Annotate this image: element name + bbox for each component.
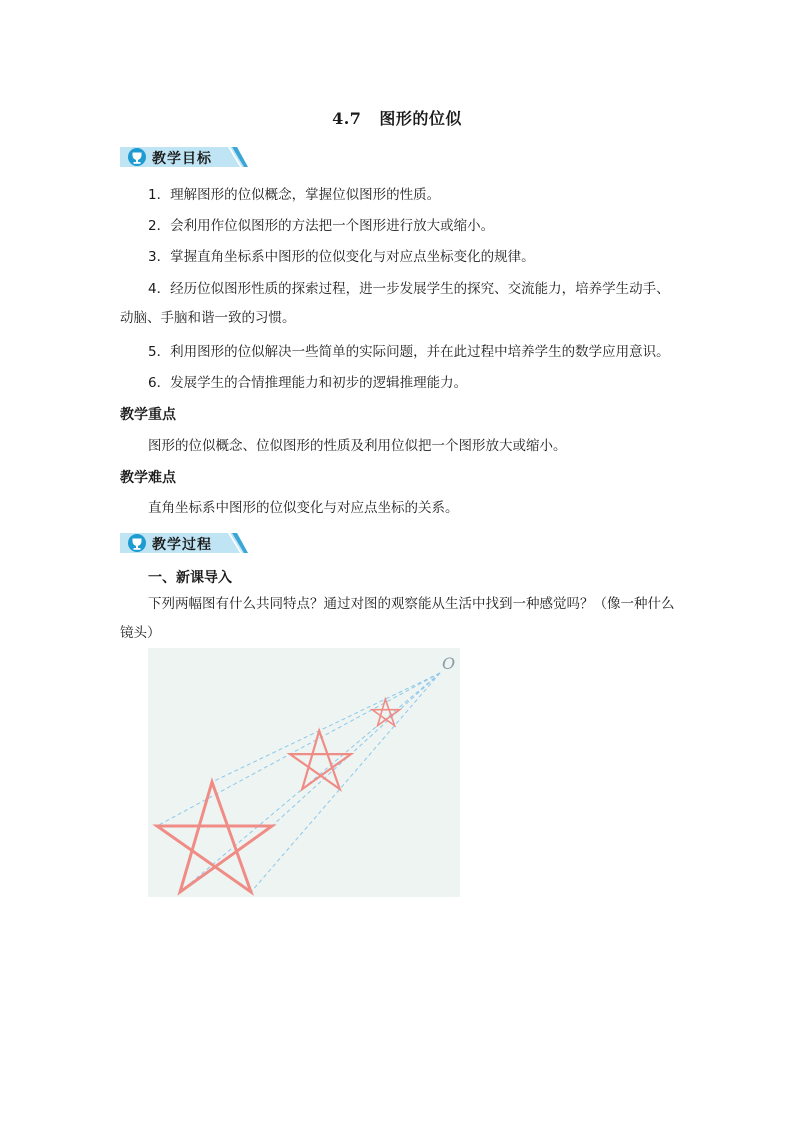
section-title: 图形的位似 (379, 109, 462, 128)
page-title (0, 106, 794, 129)
process-banner (120, 530, 248, 556)
homothety-figure (148, 648, 460, 897)
objective-item: 6．发展学生的合情推理能力和初步的逻辑推理能力。 (148, 375, 468, 391)
trophy-icon (128, 148, 146, 166)
banner-label: 教学过程 (152, 537, 212, 553)
homothety-figure-svg (148, 648, 460, 897)
objective-item: 5．利用图形的位似解决一些简单的实际问题，并在此过程中培养学生的数学应用意识。 (148, 344, 670, 360)
key-points-text: 图形的位似概念、位似图形的性质及利用位似把一个图形放大或缩小。 (148, 438, 567, 454)
section-number: 4.7 (332, 109, 362, 128)
key-points-heading: 教学重点 (120, 407, 176, 423)
intro-heading: 一、新课导入 (148, 570, 232, 586)
objective-item: 3．掌握直角坐标系中图形的位似变化与对应点坐标变化的规律。 (148, 249, 535, 265)
trophy-icon (128, 534, 146, 552)
objective-item: 4．经历位似图形性质的探索过程，进一步发展学生的探究、交流能力，培养学生动手、动脑、手脑和谐一致的习惯。 (120, 281, 670, 326)
origin-label: O (442, 654, 456, 673)
intro-text: 下列两幅图有什么共同特点？通过对图的观察能从生活中找到一种感觉吗？（像一种什么镜头） (120, 596, 675, 641)
objectives-banner (120, 144, 248, 170)
difficulties-text: 直角坐标系中图形的位似变化与对应点坐标的关系。 (148, 500, 459, 516)
objective-item: 1．理解图形的位似概念，掌握位似图形的性质。 (148, 187, 441, 203)
banner-label: 教学目标 (152, 151, 212, 167)
difficulties-heading: 教学难点 (120, 470, 176, 486)
objective-item: 2．会利用作位似图形的方法把一个图形进行放大或缩小。 (148, 218, 495, 234)
